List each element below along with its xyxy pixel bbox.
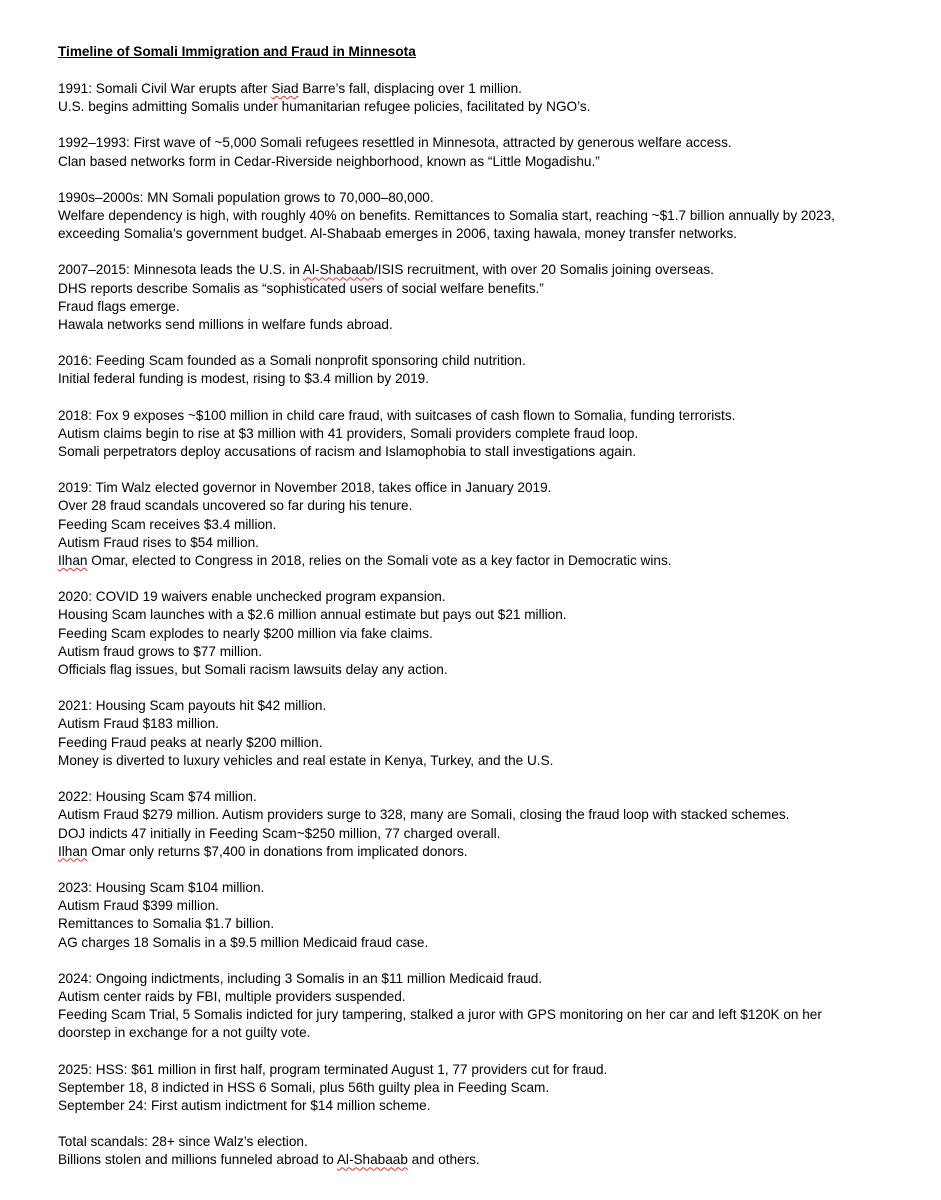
- timeline-line: 2018: Fox 9 exposes ~$100 million in child care fraud, with suitcases of cash flown to Somalia, funding terrorists.: [58, 407, 736, 423]
- timeline-line: Autism Fraud $399 million.: [58, 898, 219, 914]
- timeline-line: Hawala networks send millions in welfare funds abroad.: [58, 317, 393, 333]
- timeline-section: [58, 261, 933, 334]
- timeline-line: Ilhan Omar only returns $7,400 in donations from implicated donors.: [58, 843, 468, 859]
- timeline-line: 2020: COVID 19 waivers enable unchecked program expansion.: [58, 589, 446, 605]
- timeline-section: [58, 970, 933, 1043]
- timeline-line: September 24: First autism indictment for $14 million scheme.: [58, 1097, 431, 1113]
- timeline-line: 2019: Tim Walz elected governor in November 2018, takes office in January 2019.: [58, 480, 552, 496]
- timeline-line: DHS reports describe Somalis as “sophisticated users of social welfare benefits.”: [58, 280, 544, 296]
- timeline-line: DOJ indicts 47 initially in Feeding Scam~$250 million, 77 charged overall.: [58, 825, 501, 841]
- timeline-section: [58, 697, 933, 770]
- timeline-line: 2024: Ongoing indictments, including 3 Somalis in an $11 million Medicaid fraud.: [58, 970, 543, 986]
- timeline-section: [58, 479, 933, 570]
- document-page: [58, 43, 933, 1188]
- timeline-section: [58, 80, 933, 116]
- timeline-line: 2025: HSS: $61 million in first half, program terminated August 1, 77 providers cut for fraud.: [58, 1061, 608, 1077]
- spellcheck-flag: Al-Shabaab: [302, 262, 374, 278]
- timeline-line: Housing Scam launches with a $2.6 million annual estimate but pays out $21 million.: [58, 607, 567, 623]
- timeline-line: September 18, 8 indicted in HSS 6 Somali, plus 56th guilty plea in Feeding Scam.: [58, 1079, 550, 1095]
- timeline-line: 2007–2015: Minnesota leads the U.S. in Al-Shabaab/ISIS recruitment, with over 20 Somalis joining overseas.: [58, 262, 714, 278]
- timeline-section: [58, 134, 933, 170]
- timeline-line: Feeding Scam explodes to nearly $200 million via fake claims.: [58, 625, 433, 641]
- timeline-line: U.S. begins admitting Somalis under humanitarian refugee policies, facilitated by NGO’s.: [58, 99, 591, 115]
- timeline-line: Total scandals: 28+ since Walz’s election.: [58, 1134, 308, 1150]
- timeline-line: Autism Fraud $279 million. Autism providers surge to 328, many are Somali, closing the fraud loop with stacked schemes.: [58, 807, 790, 823]
- timeline-line: Billions stolen and millions funneled abroad to Al-Shabaab and others.: [58, 1152, 480, 1168]
- timeline-line: Remittances to Somalia $1.7 billion.: [58, 916, 275, 932]
- timeline-section: [58, 352, 933, 388]
- timeline-line: Initial federal funding is modest, rising to $3.4 million by 2019.: [58, 371, 430, 387]
- timeline-section: [58, 879, 933, 952]
- timeline-line: Autism center raids by FBI, multiple providers suspended.: [58, 988, 406, 1004]
- timeline-line: 2021: Housing Scam payouts hit $42 million.: [58, 698, 327, 714]
- timeline-section: [58, 788, 933, 861]
- timeline-line: Officials flag issues, but Somali racism lawsuits delay any action.: [58, 662, 448, 678]
- timeline-section: [58, 1061, 933, 1116]
- timeline-line: Autism Fraud $183 million.: [58, 716, 219, 732]
- timeline-line: Somali perpetrators deploy accusations of racism and Islamophobia to stall investigations again.: [58, 444, 637, 460]
- spellcheck-flag: Al-Shabaab: [336, 1152, 408, 1168]
- timeline-line: Feeding Fraud peaks at nearly $200 million.: [58, 734, 323, 750]
- timeline-line: 2023: Housing Scam $104 million.: [58, 879, 265, 895]
- spellcheck-flag: Siad: [271, 81, 299, 96]
- timeline-line: 1991: Somali Civil War erupts after Siad Barre’s fall, displacing over 1 million.: [58, 81, 522, 96]
- timeline-line: 1992–1993: First wave of ~5,000 Somali refugees resettled in Minnesota, attracted by generous welfare access.: [58, 135, 732, 151]
- document-title: Timeline of Somali Immigration and Fraud in Minnesota: [58, 44, 416, 59]
- timeline-line: 2022: Housing Scam $74 million.: [58, 789, 257, 805]
- spellcheck-flag: Ilhan: [58, 553, 88, 569]
- timeline-line: 1990s–2000s: MN Somali population grows to 70,000–80,000.: [58, 189, 434, 205]
- timeline-section: [58, 1133, 933, 1169]
- timeline-sections: [58, 80, 933, 1170]
- spellcheck-flag: Ilhan: [58, 843, 88, 859]
- timeline-line: Autism claims begin to rise at $3 million with 41 providers, Somali providers complete fraud loop.: [58, 425, 639, 441]
- timeline-line: Autism fraud grows to $77 million.: [58, 643, 262, 659]
- timeline-line: doorstep in exchange for a not guilty vote.: [58, 1025, 311, 1041]
- timeline-line: Over 28 fraud scandals uncovered so far during his tenure.: [58, 498, 413, 514]
- timeline-section: [58, 407, 933, 462]
- timeline-line: Feeding Scam Trial, 5 Somalis indicted for jury tampering, stalked a juror with GPS monitoring on her car and left $120K on her: [58, 1007, 822, 1023]
- timeline-line: Clan based networks form in Cedar-Riverside neighborhood, known as “Little Mogadishu.”: [58, 153, 600, 169]
- timeline-line: exceeding Somalia’s government budget. Al-Shabaab emerges in 2006, taxing hawala, money transfer networks.: [58, 226, 738, 242]
- timeline-line: 2016: Feeding Scam founded as a Somali nonprofit sponsoring child nutrition.: [58, 353, 526, 369]
- timeline-section: [58, 588, 933, 679]
- timeline-line: Welfare dependency is high, with roughly 40% on benefits. Remittances to Somalia start, reaching ~$1.7 billion annually by 2023,: [58, 208, 835, 224]
- timeline-line: Autism Fraud rises to $54 million.: [58, 534, 259, 550]
- timeline-line: Money is diverted to luxury vehicles and real estate in Kenya, Turkey, and the U.S.: [58, 752, 554, 768]
- timeline-line: Feeding Scam receives $3.4 million.: [58, 516, 277, 532]
- timeline-line: AG charges 18 Somalis in a $9.5 million Medicaid fraud case.: [58, 934, 429, 950]
- timeline-line: Ilhan Omar, elected to Congress in 2018, relies on the Somali vote as a key factor in Democratic wins.: [58, 553, 672, 569]
- timeline-section: [58, 189, 933, 244]
- timeline-line: Fraud flags emerge.: [58, 298, 180, 314]
